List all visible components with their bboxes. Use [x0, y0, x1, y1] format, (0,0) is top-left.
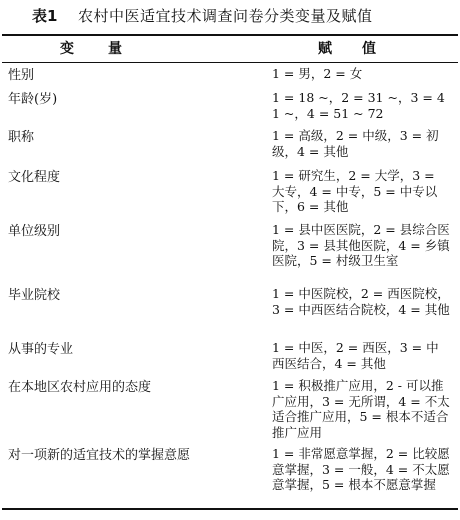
row-variable: 从事的专业 — [8, 342, 74, 357]
row-value: 1 = 县中医医院，2 = 县综合医院，3 = 县其他医院，4 = 乡镇医院，5 = 村级卫生室 — [272, 222, 450, 268]
header-variable: 变 量 — [60, 41, 122, 57]
row-variable: 毕业院校 — [8, 288, 61, 303]
row-value: 1 = 积极推广应用，2 - 可以推广应用，3 = 无所谓，4 = 不太适合推广应用，5 = 根本不适合推广应用 — [272, 378, 450, 440]
row-value: 1 = 男，2 = 女 — [272, 66, 363, 81]
row-value: 1 = 中医院校，2 = 西医院校，3 = 中西医结合院校，4 = 其他 — [272, 286, 450, 317]
table-number: 表1 — [32, 7, 58, 25]
row-value: 1 = 非常愿意掌握，2 = 比较愿意掌握，3 = 一般，4 = 不太愿意掌握，5 = 根本不愿意掌握 — [272, 446, 450, 492]
top-rule — [2, 34, 458, 36]
row-variable: 文化程度 — [8, 170, 61, 185]
row-value: 1 = 高级，2 = 中级，3 = 初级，4 = 其他 — [272, 128, 439, 159]
row-value: 1 = 18 ~，2 = 31 ~，3 = 41 ~，4 = 51 ~ 72 — [272, 90, 445, 121]
row-variable: 在本地区农村应用的态度 — [8, 380, 152, 395]
table-title: 农村中医适宜技术调查问卷分类变量及赋值 — [78, 7, 373, 25]
row-variable: 年龄(岁) — [8, 92, 58, 107]
bottom-rule — [2, 508, 458, 510]
header-rule — [2, 62, 458, 63]
row-variable: 单位级别 — [8, 224, 61, 239]
header-value: 赋 值 — [318, 41, 376, 57]
row-variable: 对一项新的适宜技术的掌握意愿 — [8, 448, 191, 463]
row-value: 1 = 研究生，2 = 大学，3 = 大专，4 = 中专，5 = 中专以下，6 = 其他 — [272, 168, 438, 214]
row-variable: 职称 — [8, 130, 35, 145]
row-variable: 性别 — [8, 68, 35, 83]
row-value: 1 = 中医，2 = 西医，3 = 中西医结合，4 = 其他 — [272, 340, 439, 371]
